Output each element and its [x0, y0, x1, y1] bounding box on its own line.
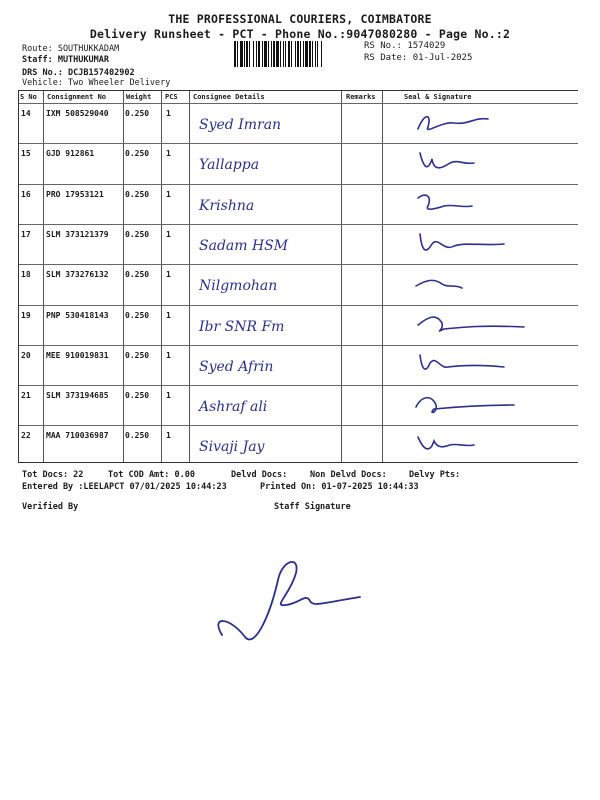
row-consignee-handwritten: Syed Afrin — [199, 358, 274, 375]
row-consignee-handwritten: Yallappa — [199, 157, 260, 174]
row-pieces: 1 — [166, 149, 171, 159]
vehicle-label: Vehicle: Two Wheeler Delivery — [22, 78, 171, 88]
row-consignee-handwritten: Sadam HSM — [199, 237, 289, 254]
row-consignment-number: MAA 710036987 — [46, 431, 109, 441]
delivery-points: Delvy Pts: — [409, 470, 461, 480]
row-consignment-number: MEE 910019831 — [46, 350, 109, 360]
row-consignee-handwritten: Sivaji Jay — [199, 439, 265, 456]
row-serial-number: 18 — [21, 270, 31, 280]
row-pieces: 1 — [166, 229, 171, 239]
row-weight: 0.250 — [125, 431, 150, 441]
route-label: Route: SOUTHUKKADAM — [22, 44, 120, 54]
staff-signature-label: Staff Signature — [274, 502, 351, 512]
row-weight: 0.250 — [125, 189, 150, 199]
col-header-remarks: Remarks — [346, 93, 376, 101]
non-delivered-docs: Non Delvd Docs: — [310, 470, 387, 480]
rs-date: RS Date: 01-Jul-2025 — [364, 53, 473, 63]
row-pieces: 1 — [166, 391, 171, 401]
verified-by-label: Verified By — [22, 502, 79, 512]
row-signature-scribble — [414, 391, 544, 421]
row-signature-scribble — [414, 149, 544, 179]
row-consignee-handwritten: Nilgmohan — [199, 278, 278, 295]
row-weight: 0.250 — [125, 350, 150, 360]
row-pieces: 1 — [166, 431, 171, 441]
row-consignment-number: GJD 912861 — [46, 149, 95, 159]
col-header-seal-signature: Seal & Signature — [404, 93, 472, 101]
row-pieces: 1 — [166, 270, 171, 280]
entered-by: Entered By :LEELAPCT 07/01/2025 10:44:23 — [22, 482, 227, 492]
row-weight: 0.250 — [125, 149, 150, 159]
runsheet-title: Delivery Runsheet - PCT - Phone No.:9047080280 - Page No.:2 — [89, 27, 511, 41]
staff-signature-scribble — [210, 545, 370, 655]
company-title: THE PROFESSIONAL COURIERS, COIMBATORE — [168, 12, 432, 26]
row-signature-scribble — [414, 109, 544, 139]
row-weight: 0.250 — [125, 229, 150, 239]
row-consignee-handwritten: Krishna — [199, 197, 255, 214]
row-signature-scribble — [414, 431, 544, 461]
row-consignment-number: PNP 530418143 — [46, 310, 109, 320]
row-serial-number: 17 — [21, 229, 31, 239]
row-weight: 0.250 — [125, 310, 150, 320]
row-pieces: 1 — [166, 350, 171, 360]
row-signature-scribble — [414, 311, 544, 341]
row-pieces: 1 — [166, 310, 171, 320]
row-serial-number: 20 — [21, 350, 31, 360]
barcode-image — [234, 41, 359, 67]
drs-number: DRS No.: DCJB157402902 — [22, 68, 135, 78]
row-serial-number: 22 — [21, 431, 31, 441]
printed-on: Printed On: 01-07-2025 10:44:33 — [260, 482, 419, 492]
row-consignee-handwritten: Syed Imran — [199, 117, 282, 133]
row-weight: 0.250 — [125, 391, 150, 401]
row-consignment-number: SLM 373276132 — [46, 270, 109, 280]
col-header-weight: Weight — [126, 93, 152, 101]
row-signature-scribble — [414, 230, 544, 260]
row-pieces: 1 — [166, 109, 171, 118]
row-consignment-number: SLM 373121379 — [46, 229, 109, 239]
col-header-consignee: Consignee Details — [193, 93, 265, 101]
col-header-sno: S No — [20, 93, 37, 101]
col-header-consignment: Consignment No — [47, 93, 107, 101]
row-signature-scribble — [414, 190, 544, 220]
row-signature-scribble — [414, 351, 544, 381]
total-cod-amount: Tot COD Amt: 0.00 — [108, 470, 195, 480]
row-serial-number: 16 — [21, 189, 31, 199]
delivered-docs: Delvd Docs: — [231, 470, 288, 480]
row-consignee-handwritten: Ashraf ali — [199, 399, 268, 416]
row-serial-number: 14 — [21, 109, 31, 118]
col-header-pcs: PCS — [165, 93, 178, 101]
row-consignment-number: SLM 373194685 — [46, 391, 109, 401]
row-pieces: 1 — [166, 189, 171, 199]
rs-number: RS No.: 1574029 — [364, 41, 446, 51]
staff-label: Staff: MUTHUKUMAR — [22, 55, 109, 65]
row-consignment-number: IXM 508529040 — [46, 109, 109, 118]
row-signature-scribble — [414, 270, 544, 300]
row-serial-number: 19 — [21, 310, 31, 320]
row-consignee-handwritten: Ibr SNR Fm — [199, 318, 285, 335]
total-docs: Tot Docs: 22 — [22, 470, 84, 480]
runsheet-table — [18, 90, 578, 463]
row-serial-number: 15 — [21, 149, 31, 159]
row-serial-number: 21 — [21, 391, 31, 401]
row-weight: 0.250 — [125, 270, 150, 280]
row-consignment-number: PRO 17953121 — [46, 189, 104, 199]
row-weight: 0.250 — [125, 109, 150, 118]
